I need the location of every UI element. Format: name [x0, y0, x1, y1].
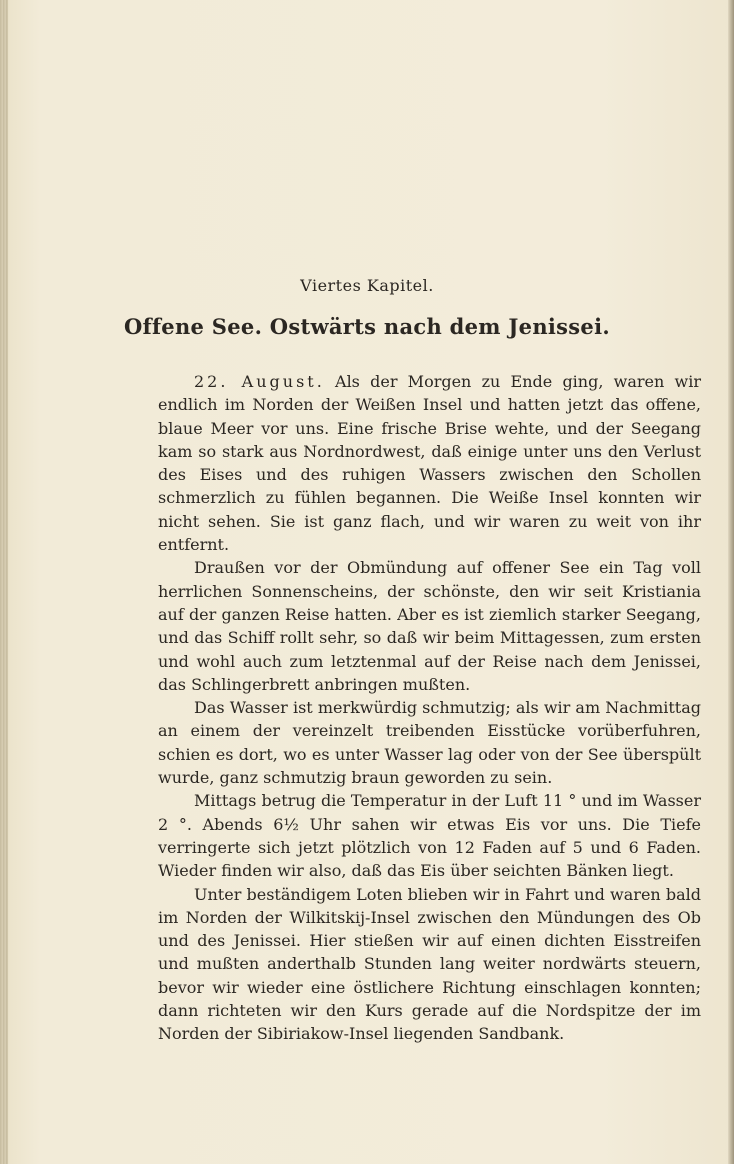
page-edge [728, 0, 734, 1164]
page-gutter [0, 0, 8, 1164]
paragraph-text: Draußen vor der Obmündung auf offener See ein Tag voll herrlichen Sonnenscheins, der schönste, den wir seit Kristiania auf der ganzen Reise hatten. Aber es ist ziemlich starker Seegang, und das Schiff rollt sehr, so daß wir beim Mittagessen, zum ersten und wohl auch zum letztenmal auf der Reise nach dem Jenissei, das Schlingerbrett anbringen mußten. [158, 558, 701, 694]
paragraph-text: Unter beständigem Loten blieben wir in Fahrt und waren bald im Norden der Wilkitskij-Insel zwischen den Mündungen des Ob und des Jenissei. Hier stießen wir auf einen dichten Eisstreifen und mußten anderthalb Stunden lang weiter nordwärts steuern, bevor wir wieder eine östlichere Richtung einschlagen konnten; dann richteten wir den Kurs gerade auf die Nordspitze der im Norden der Sibiriakow-Insel liegenden Sandbank. [158, 884, 701, 1044]
paragraph-text: Das Wasser ist merkwürdig schmutzig; als wir am Nachmittag an einem der vereinzelt treibenden Eisstücke vorüberfuhren, schien es dort, wo es unter Wasser lag oder von der See überspült wurde, ganz schmutzig braun geworden zu sein. [158, 698, 701, 788]
chapter-title: Offene See. Ostwärts nach dem Jenissei. [124, 314, 610, 339]
paragraph-text: Mittags betrug die Temperatur in der Luft 11 ° und im Wasser 2 °. Abends 6½ Uhr sahen wir etwas Eis vor uns. Die Tiefe verringerte sich jetzt plötzlich von 12 Faden auf 5 und 6 Faden. Wieder finden wir also, daß das Eis über seichten Bänken liegt. [158, 791, 701, 881]
paragraph-3 [158, 696, 701, 789]
body-text [158, 370, 701, 1046]
chapter-label: Viertes Kapitel. [300, 276, 434, 295]
paragraph-4 [158, 789, 701, 882]
entry-date: 22. August. [194, 372, 325, 391]
paragraph-2 [158, 556, 701, 696]
paragraph-text: Als der Morgen zu Ende ging, waren wir endlich im Norden der Weißen Insel und hatten jetzt das offene, blaue Meer vor uns. Eine frische Brise wehte, und der Seegang kam so stark aus Nordnordwest, daß einige unter uns den Verlust des Eises und des ruhigen Wassers zwischen den Schollen schmerzlich zu fühlen begannen. Die Weiße Insel konnten wir nicht sehen. Sie ist ganz flach, und wir waren zu weit von ihr entfernt. [158, 372, 701, 555]
paragraph-5 [158, 883, 701, 1046]
paragraph-1 [158, 370, 701, 556]
